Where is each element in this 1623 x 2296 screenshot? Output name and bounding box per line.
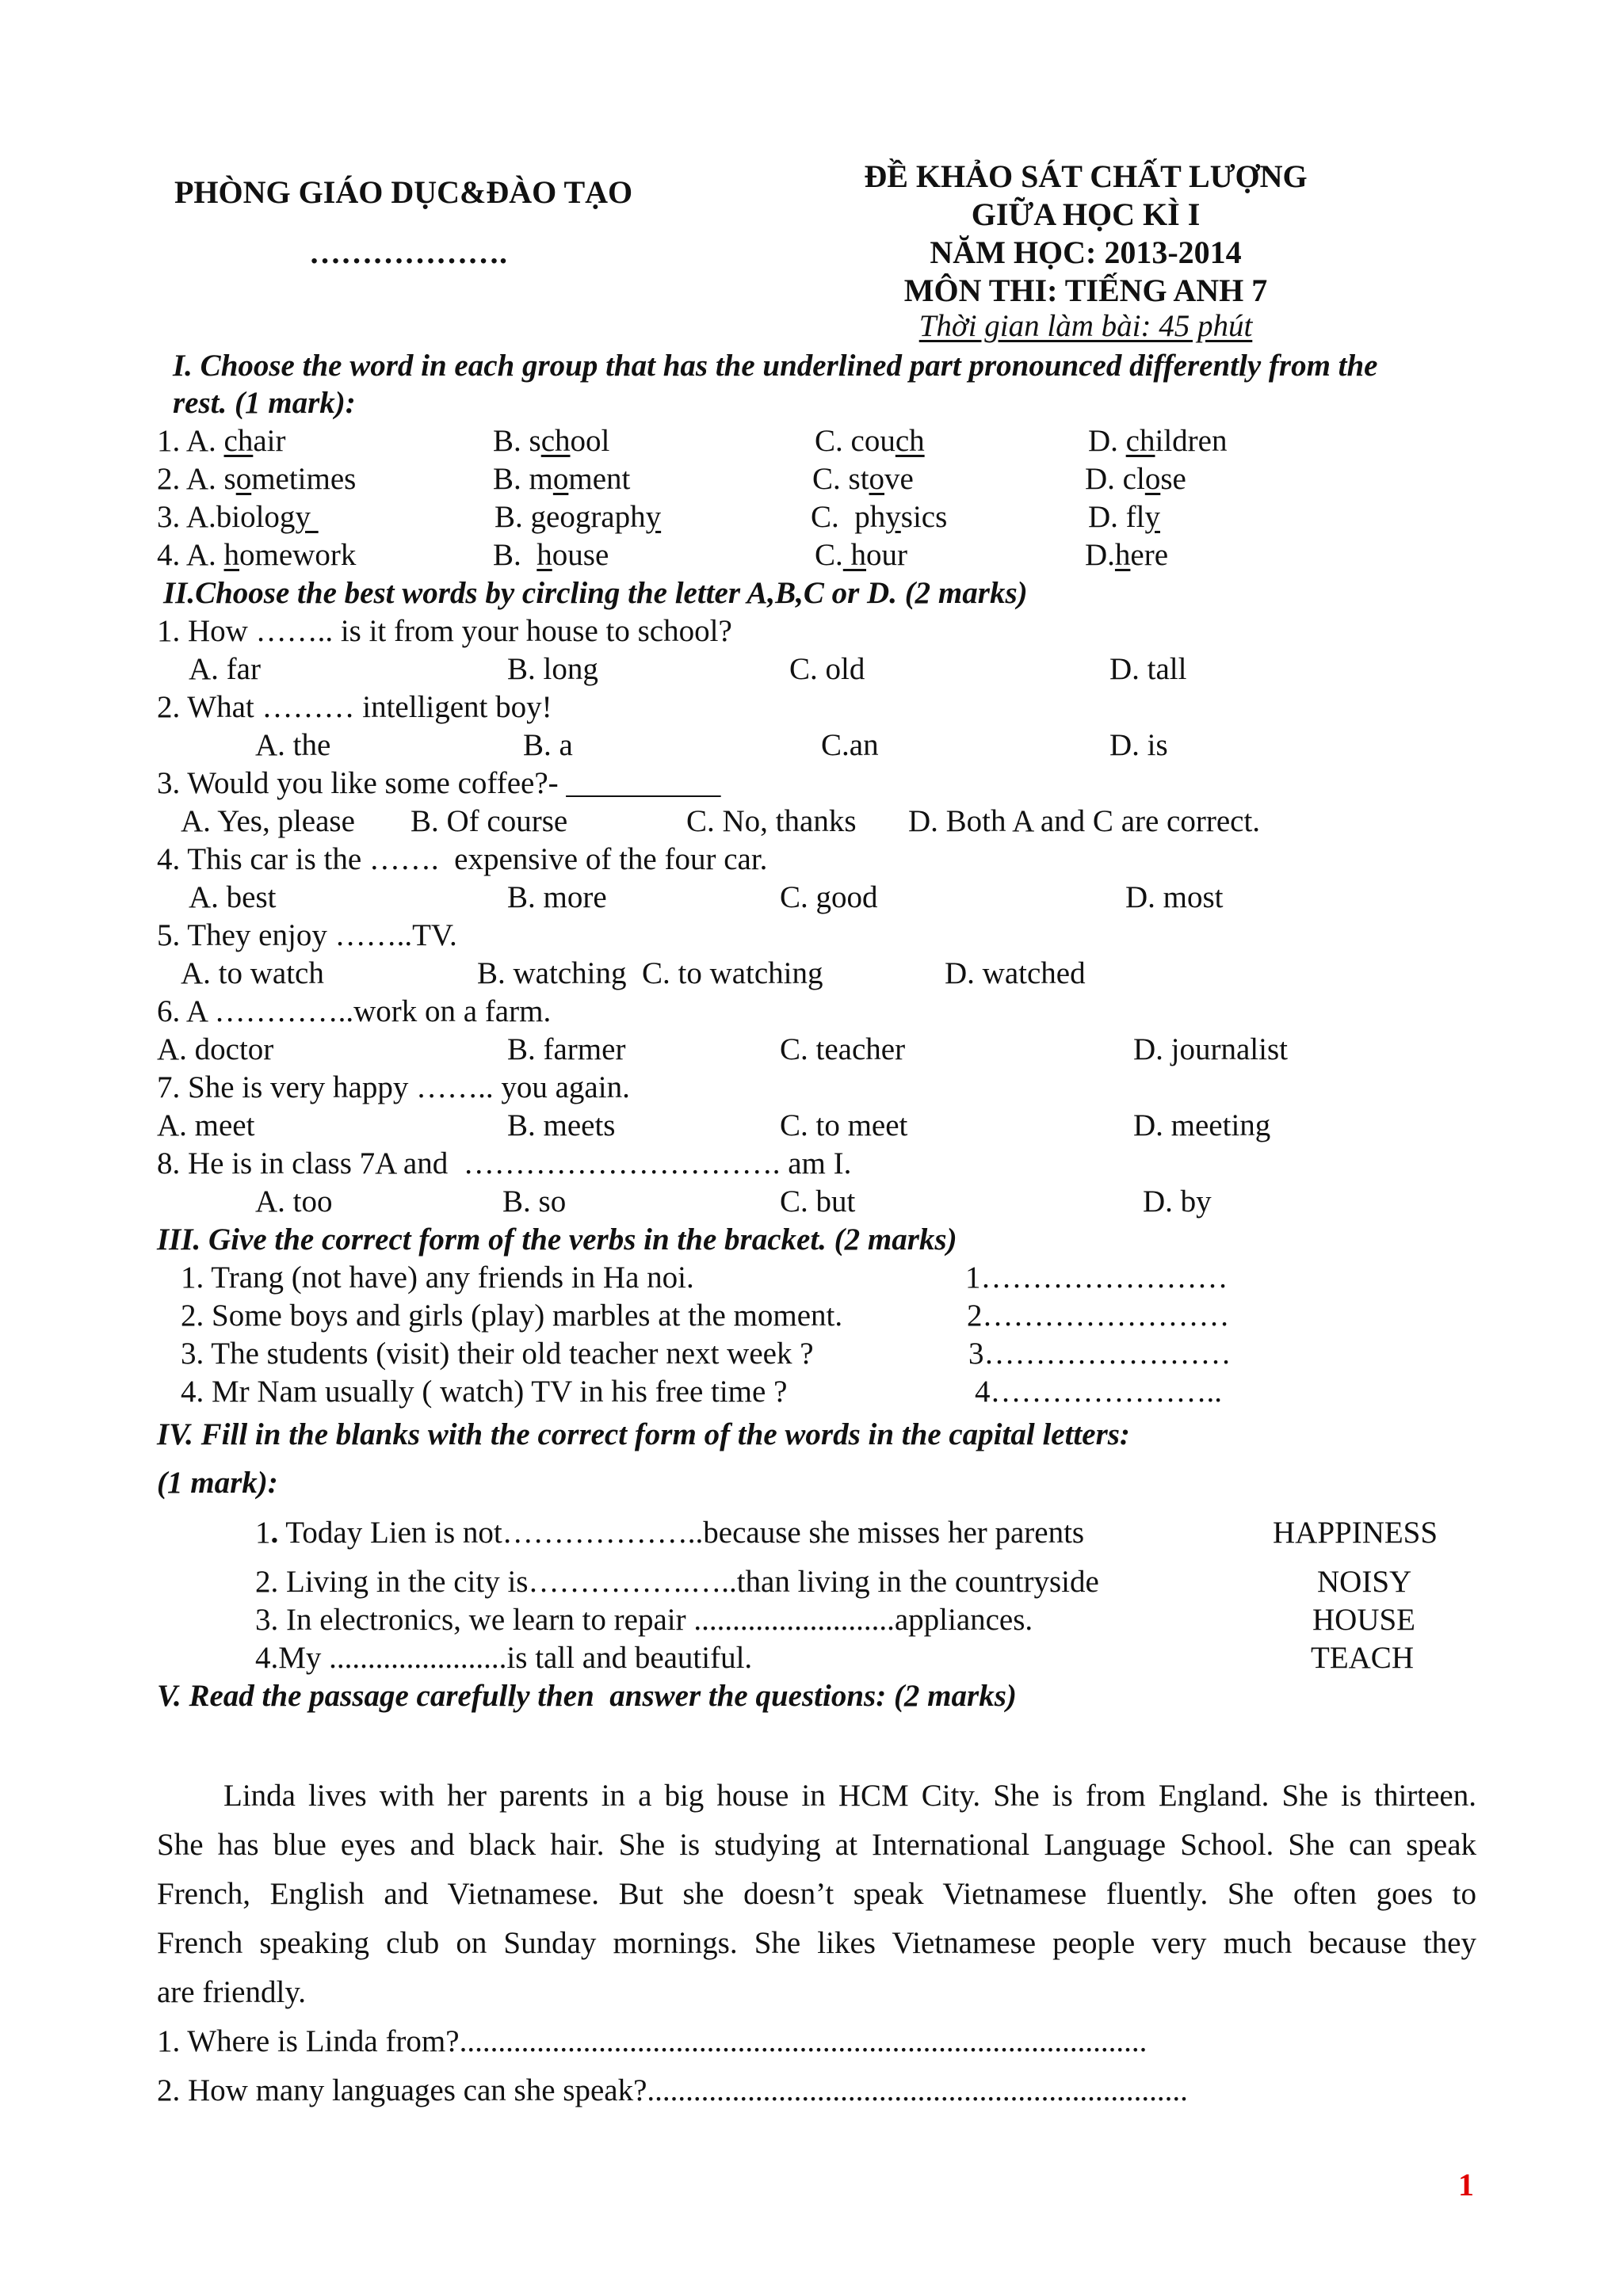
exam-title: ĐỀ KHẢO SÁT CHẤT LƯỢNG <box>864 158 1308 194</box>
section-1-title-cont: rest. (1 mark): <box>173 386 356 420</box>
page-number: 1 <box>1458 2167 1474 2203</box>
answer-blank: __________ <box>566 766 721 800</box>
capital-word-1: HAPPINESS <box>1273 1516 1438 1550</box>
school-year: NĂM HỌC: 2013-2014 <box>930 235 1242 270</box>
option-b: B. farmer <box>507 1032 626 1066</box>
section-4-title-cont: (1 mark): <box>157 1466 278 1500</box>
option-a: A. far <box>189 652 261 686</box>
section-3-question-2: 2. Some boys and girls (play) marbles at the moment. <box>181 1299 843 1333</box>
exam-duration: Thời gian làm bài: 45 phút <box>918 309 1253 343</box>
option-c: C. to meet <box>780 1108 908 1142</box>
section-2-title: II.Choose the best words by circling the letter A,B,C or D. (2 marks) <box>163 576 1028 610</box>
section-3-title: III. Give the correct form of the verbs in the bracket. (2 marks) <box>157 1222 957 1257</box>
passage-line-5: are friendly. <box>157 1975 307 2009</box>
section-5-title: V. Read the passage carefully then answer the questions: (2 marks) <box>157 1679 1017 1713</box>
option-b-c: B. watching C. to watching <box>477 956 823 990</box>
section-2-question-1: 1. How …….. is it from your house to school? <box>157 614 732 648</box>
section-3-question-1: 1. Trang (not have) any friends in Ha noi. <box>181 1261 694 1295</box>
section-4-question-2: 2. Living in the city is…………….…..than living in the countryside <box>255 1565 1099 1599</box>
answer-blank-2: 2…………………… <box>967 1299 1230 1333</box>
option-c: C. good <box>780 880 878 914</box>
option-d: D. watched <box>945 956 1086 990</box>
section-5-question-2: 2. How many languages can she speak?...................................................................... <box>157 2073 1188 2107</box>
department-name: PHÒNG GIÁO DỤC&ĐÀO TẠO <box>174 174 633 210</box>
section-4-title: IV. Fill in the blanks with the correct form of the words in the capital letters: <box>157 1417 1130 1451</box>
section-4-question-1: 1. Today Lien is not………………..because she misses her parents <box>255 1516 1085 1550</box>
section-4-question-4: 4.My .......................is tall and beautiful. <box>255 1641 753 1675</box>
answer-blank-1: 1…………………… <box>965 1261 1228 1295</box>
section-1-title: I. Choose the word in each group that has the underlined part pronounced differently from the <box>173 349 1378 383</box>
option-a: A. doctor <box>157 1032 274 1066</box>
option-d: D. is <box>1109 728 1168 762</box>
passage-line-2: She has blue eyes and black hair. She is studying at International Language School. She can speak <box>157 1828 1476 1862</box>
section-2-question-5: 5. They enjoy ……..TV. <box>157 918 457 952</box>
option-b: B. so <box>502 1184 567 1219</box>
section-2-question-4: 4. This car is the ……. expensive of the four car. <box>157 842 768 876</box>
exam-term: GIỮA HỌC KÌ I <box>971 196 1201 232</box>
section-5-question-1: 1. Where is Linda from?......................................................................................... <box>157 2024 1148 2058</box>
section-2-question-3: 3. Would you like some coffee?- __________ <box>157 766 721 800</box>
section-2-question-7: 7. She is very happy …….. you again. <box>157 1070 630 1104</box>
section-3-question-4: 4. Mr Nam usually ( watch) TV in his free time ? <box>181 1375 788 1409</box>
passage-line-1: Linda lives with her parents in a big house in HCM City. She is from England. She is thirteen. <box>223 1779 1476 1813</box>
section-4-question-3: 3. In electronics, we learn to repair ..........................appliances. <box>255 1603 1033 1637</box>
option-b: B. more <box>507 880 607 914</box>
option-d: D. meeting <box>1133 1108 1271 1142</box>
option-b: B. long <box>507 652 598 686</box>
section-2-question-2: 2. What ……… intelligent boy! <box>157 690 552 724</box>
passage-line-4: French speaking club on Sunday mornings. She likes Vietnamese people very much because they <box>157 1926 1476 1960</box>
option-a: A. best <box>189 880 277 914</box>
option-a: A. meet <box>157 1108 255 1142</box>
option-d: D. most <box>1125 880 1224 914</box>
option-d: D. by <box>1143 1184 1212 1219</box>
section-3-question-3: 3. The students (visit) their old teacher next week ? <box>181 1337 814 1371</box>
option-c: C. No, thanks <box>686 804 857 838</box>
option-b: B. a <box>523 728 573 762</box>
answer-blank-4: 4………………….. <box>975 1375 1222 1409</box>
option-c: C. old <box>789 652 865 686</box>
passage-line-3: French, English and Vietnamese. But she doesn’t speak Vietnamese fluently. She often goes to <box>157 1877 1476 1911</box>
option-c: C. teacher <box>780 1032 906 1066</box>
option-d: D. journalist <box>1133 1032 1288 1066</box>
capital-word-2: NOISY <box>1317 1565 1412 1599</box>
answer-blank-3: 3…………………… <box>968 1337 1232 1371</box>
capital-word-3: HOUSE <box>1312 1603 1416 1637</box>
option-d: D. tall <box>1109 652 1187 686</box>
section-2-question-6: 6. A …………..work on a farm. <box>157 994 552 1028</box>
capital-word-4: TEACH <box>1311 1641 1414 1675</box>
department-location-blank: ………………. <box>309 235 507 270</box>
section-2-question-8: 8. He is in class 7A and …………………………. am I. <box>157 1146 852 1180</box>
option-b: B. Of course <box>411 804 568 838</box>
option-a: A. to watch <box>181 956 324 990</box>
option-c: C. but <box>780 1184 856 1219</box>
option-a: A. too <box>255 1184 333 1219</box>
option-a: A. Yes, please <box>181 804 355 838</box>
option-c: C.an <box>821 728 879 762</box>
option-b: B. meets <box>507 1108 616 1142</box>
option-d: D. Both A and C are correct. <box>908 804 1261 838</box>
option-a: A. the <box>255 728 331 762</box>
subject: MÔN THI: TIẾNG ANH 7 <box>903 273 1268 308</box>
